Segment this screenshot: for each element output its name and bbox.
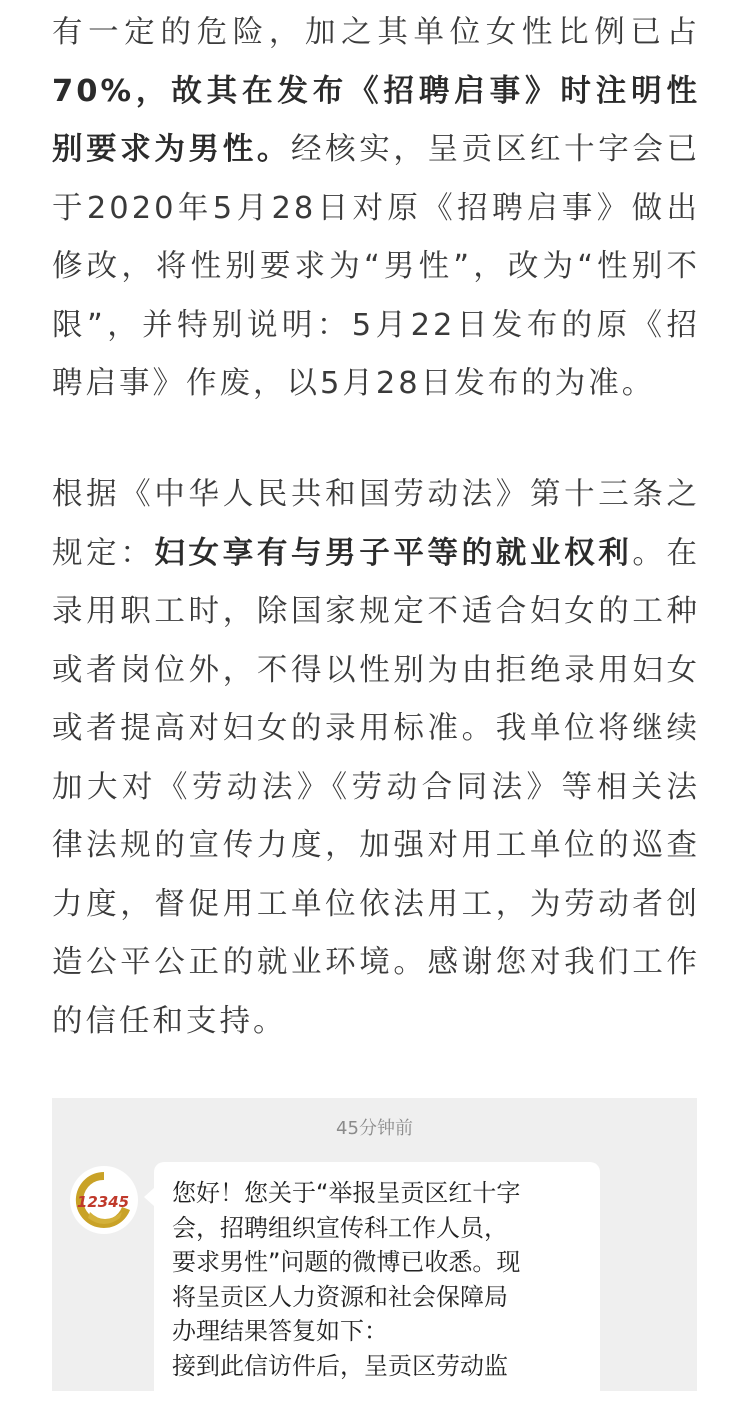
para2-text-b: 。在录用职工时，除国家规定不适合妇女的工种或者岗位外，不得以性别为由拒绝录用妇女或者提高对妇女的录用标准。我单位将继续加大对《劳动法》《劳动合同法》等相关法律法规的宣传力度，加强对用工单位的巡查力度，督促用工单位依法用工，为劳动者创造公平公正的就业环境。感谢您对我们工作的信任和支持。 <box>52 535 701 1039</box>
avatar-12345-logo-icon[interactable] <box>70 1166 138 1234</box>
message-line-5: 办理结果答复如下： <box>172 1317 388 1345</box>
message-bubble[interactable] <box>154 1162 600 1402</box>
article-paragraph-1 <box>52 4 700 414</box>
message-line-2: 会，招聘组织宣传科工作人员， <box>172 1213 508 1242</box>
para2-text-a: 根据《中华人民共和国劳动法》第十三条之规定： <box>52 477 700 571</box>
para1-bold-text: 70%，故其在发布《招聘启事》时注明性别要求为男性。 <box>52 73 700 167</box>
logo-12345-icon <box>70 1166 138 1234</box>
article-paragraph-2 <box>52 466 700 1051</box>
chat-screenshot-panel <box>52 1098 697 1391</box>
para1-text-a: 有一定的危险，加之其单位女性比例已占 <box>52 15 700 50</box>
message-line-1: 您好！您关于“举报呈贡区红十字 <box>172 1179 521 1207</box>
message-timestamp: 45分钟前 <box>336 1118 413 1139</box>
message-line-3: 要求男性”问题的微博已收悉。现 <box>172 1248 521 1276</box>
para2-bold-text: 妇女享有与男子平等的就业权利 <box>154 535 633 571</box>
avatar-label: 12345 <box>76 1193 130 1211</box>
message-text <box>172 1176 588 1383</box>
message-line-4: 将呈贡区人力资源和社会保障局 <box>172 1282 508 1311</box>
message-line-6: 接到此信访件后，呈贡区劳动监 <box>172 1351 508 1380</box>
para1-text-b: 经核实，呈贡区红十字会已于2020年5月28日对原《招聘启事》做出修改，将性别要求为“男性”，改为“性别不限”，并特别说明：5月22日发布的原《招聘启事》作废，以5月28日发布的为准。 <box>52 132 701 401</box>
